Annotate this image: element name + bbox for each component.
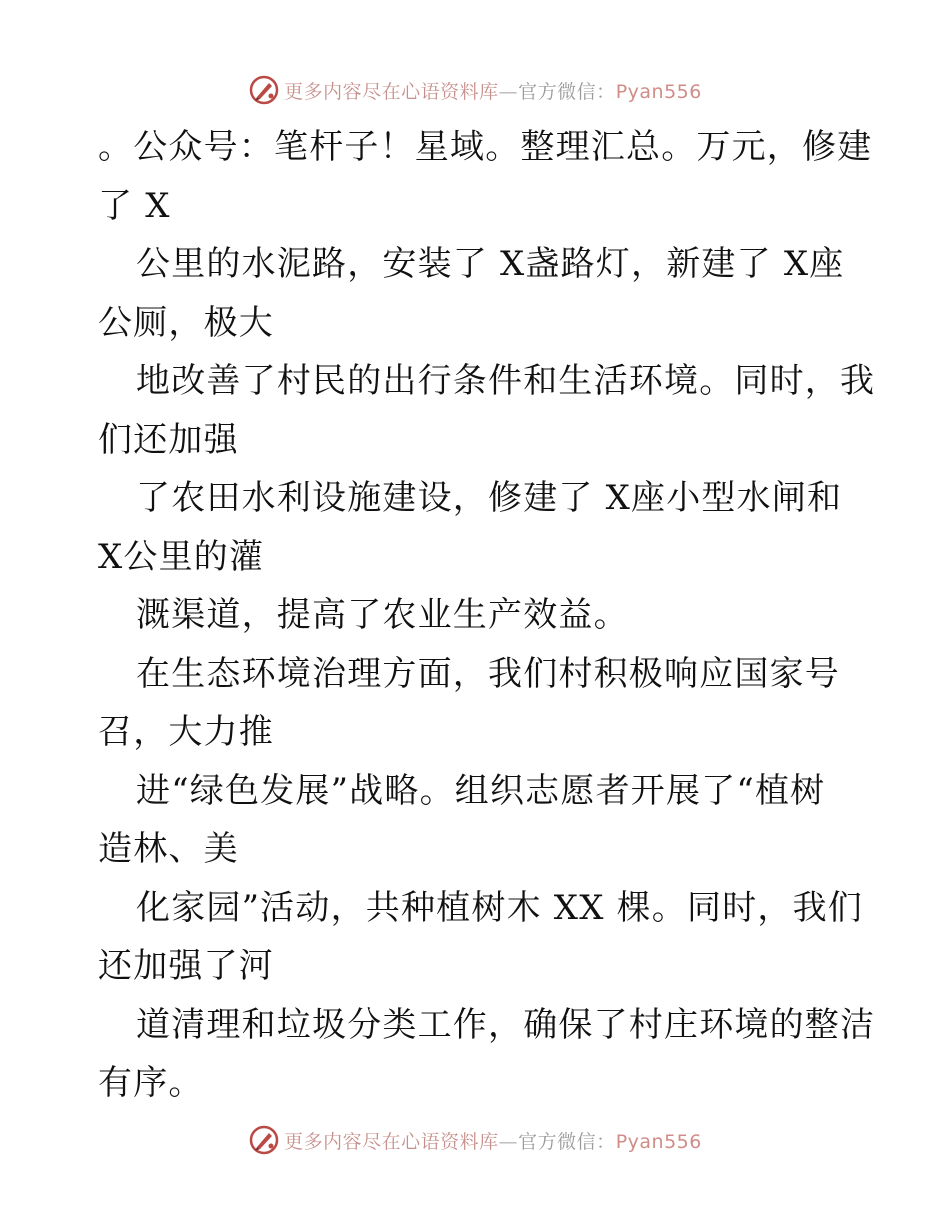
text-line: 了 X xyxy=(98,185,171,226)
pen-logo-icon xyxy=(248,74,280,106)
watermark-wechat-id: Pyan556 xyxy=(615,1130,702,1153)
text-line: 道清理和垃圾分类工作，确保了村庄环境的整洁 xyxy=(136,1004,876,1045)
text-line: 地改善了村民的出行条件和生活环境。同时，我 xyxy=(136,361,876,401)
text-line: 造林、美 xyxy=(98,829,239,869)
watermark-wechat-label: 官方微信： xyxy=(518,1130,616,1153)
text-line: 溉渠道，提高了农业生产效益。 xyxy=(136,595,629,635)
pen-logo-icon xyxy=(248,1124,280,1156)
text-line: 了农田水利设施建设，修建了 X座小型水闸和 xyxy=(136,478,843,518)
text-line: 有序。 xyxy=(98,1063,204,1103)
watermark-separator: — xyxy=(498,1130,519,1153)
text-line: 们还加强 xyxy=(98,419,239,460)
text-line: 在生态环境治理方面，我们村积极响应国家号 xyxy=(136,653,840,694)
text-line: X公里的灌 xyxy=(98,536,265,577)
watermark-main-text: 更多内容尽在心语资料库 xyxy=(284,80,499,103)
footer-watermark xyxy=(0,1120,950,1160)
document-body xyxy=(98,118,876,1113)
text-line: 进“绿色发展”战略。组织志愿者开展了“植树 xyxy=(136,770,826,811)
watermark-wechat-id: Pyan556 xyxy=(615,80,702,103)
text-line: 公里的水泥路，安装了 X盏路灯，新建了 X座 xyxy=(136,244,845,284)
text-line: 召，大力推 xyxy=(98,712,274,752)
text-line: 化家园”活动，共种植树木 XX 棵。同时，我们 xyxy=(136,887,864,928)
text-line: 公厕，极大 xyxy=(98,302,274,343)
watermark-main-text: 更多内容尽在心语资料库 xyxy=(284,1130,499,1153)
text-line: 还加强了河 xyxy=(98,946,274,986)
watermark-separator: — xyxy=(498,80,519,103)
text-line: 。公众号：笔杆子！星域。整理汇总。万元，修建 xyxy=(98,127,873,167)
header-watermark xyxy=(0,70,950,110)
watermark-wechat-label: 官方微信： xyxy=(518,80,616,103)
